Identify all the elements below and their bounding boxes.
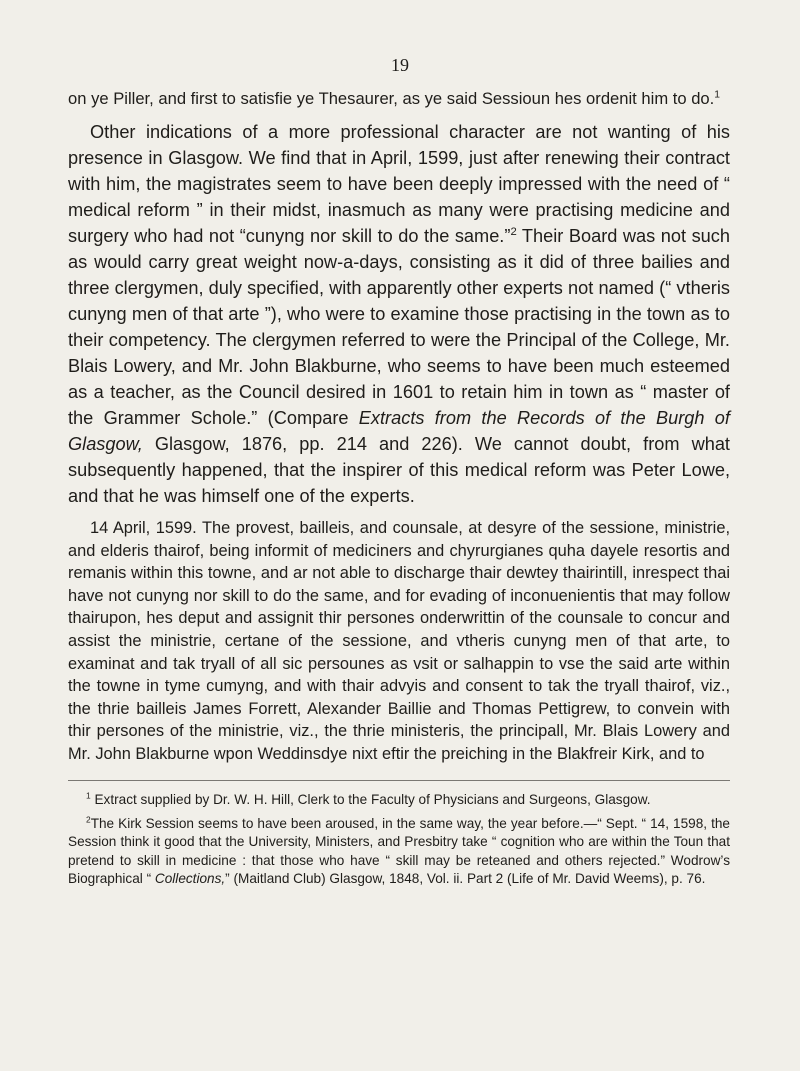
main-text-part2: Their Board was not such as would carry great weight now-a-days, consisting as it did of three bailies and three clergymen, duly specified, with apparently other experts not named (“ vtheris cunyng men of that arte ”), who were to examine those practising in the town as to their competency. The clergymen referred to were the Principal of the College, Mr. Blais Lowery, and Mr. John Blakburne, who seems to have been much esteemed as a teacher, as the Council desired in 1601 to retain him in town as “ master of the Grammer Schole.” (Compare: [68, 226, 730, 428]
footnote-1-text: Extract supplied by Dr. W. H. Hill, Clerk to the Faculty of Physicians and Surgeons, Glasgow.: [90, 791, 651, 807]
footnote-ref-2: 2: [510, 225, 517, 238]
opening-paragraph: [68, 88, 730, 109]
footnote-2: [68, 815, 730, 889]
footnote-2-text: The Kirk Session seems to have been aroused, in the same way, the year before.—“ Sept. “ 14, 1598, the Session think it good that the University, Ministers, and Presbitry take “ cognition who are within the Toun that pretend to skill in medicine : that those who have “ skill may be reteaned and others rejected.” Wodrow’s Biographical “: [68, 815, 730, 887]
main-italic-title: Extracts from the Records of the Burgh of Glasgow,: [68, 408, 730, 454]
page-body: [68, 88, 730, 895]
main-text-part1: Other indications of a more professional character are not wanting of his presence in Glasgow. We find that in April, 1599, just after renewing their contract with him, the magistrates seem to have been deeply impressed with the need of “ medical reform ” in their midst, inasmuch as many were practising medicine and surgery who had not “cunyng nor skill to do the same.”: [68, 122, 730, 246]
footnote-1: [68, 791, 730, 809]
footnote-2-text-after: ” (Maitland Club) Glasgow, 1848, Vol. ii. Part 2 (Life of Mr. David Weems), p. 76.: [225, 871, 706, 887]
page-number: 19: [391, 55, 409, 75]
record-extract: 14 April, 1599. The provest, bailleis, and counsale, at desyre of the sessione, ministrie, and elderis thairof, being informit of mediciners and chyrurgianes quha dayele resortis and remanis within this towne, and ar not able to discharge thair dewtey thairintill, inrespect thai have not cunyng nor skill to do the same, and for evading of inconuenientis that may follow thairupon, hes deput and assignit thir persones onderwrittin of the counsale to concur and assist the ministrie, certane of the sessione, and vtheris cunyng men of that arte, to examinat and tak tryall of all sic persounes as vsit or salhappin to vse the said arte within the towne in tyme cumyng, and with thair advyis and consent to tak the tryall thairof, viz., the thrie bailleis James Forrett, Alexander Baillie and Thomas Pettigrew, to convein with thir persones of the ministrie, viz., the thrie ministeris, the principall, Mr. Blais Lowery and Mr. John Blakburne wpon Weddinsdye nixt eftir the preiching in the Blakfreir Kirk, and to: [68, 519, 730, 763]
footnote-2-italic: Collections,: [154, 871, 226, 887]
main-text-part3: Glasgow, 1876, pp. 214 and 226). We cannot doubt, from what subsequently happened, that the inspirer of this medical reform was Peter Lowe, and that he was himself one of the experts.: [68, 434, 730, 506]
footnote-1-mark: 1: [86, 790, 91, 800]
footnote-divider: [68, 780, 730, 781]
footnote-ref-1: 1: [714, 89, 720, 101]
footnote-2-mark: 2: [86, 814, 91, 825]
opening-text: on ye Piller, and first to satisfie ye Thesaurer, as ye said Sessioun hes ordenit him to do.: [68, 89, 715, 108]
main-paragraph: [68, 119, 730, 509]
